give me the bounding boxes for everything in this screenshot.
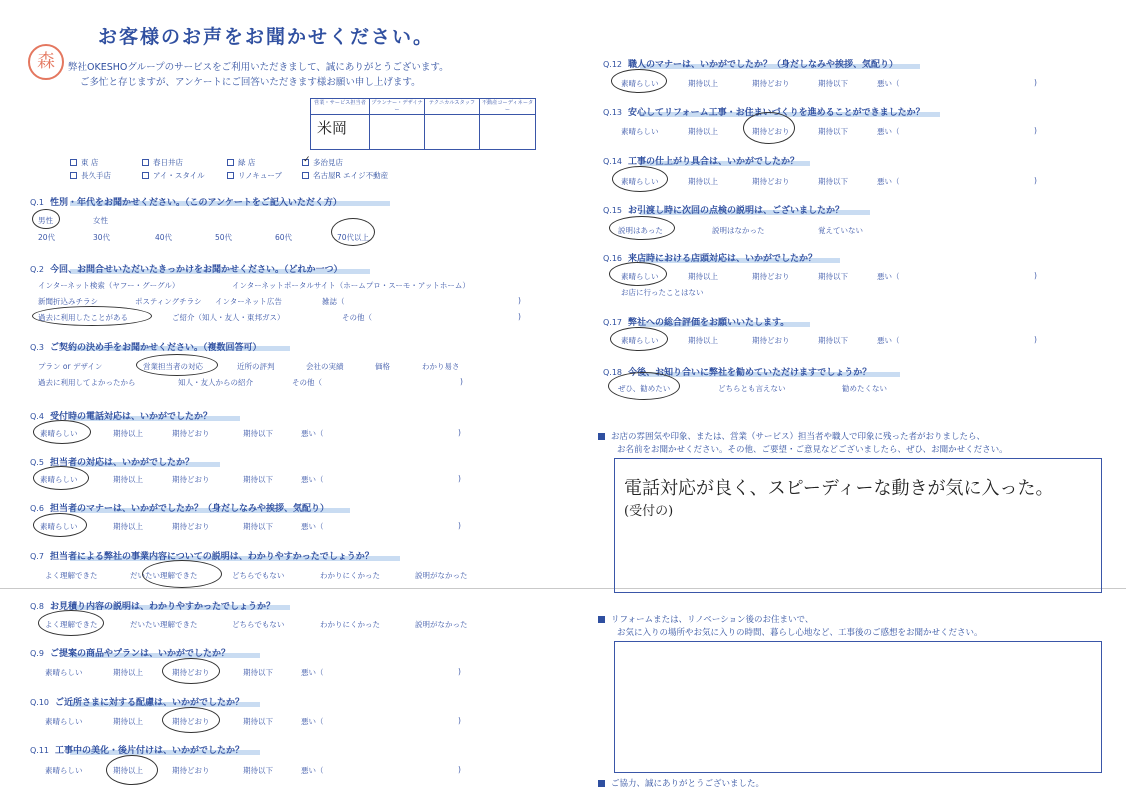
staff-table — [310, 98, 536, 150]
store-istyle[interactable]: アイ・スタイル — [142, 170, 205, 181]
paren-close: ) — [518, 312, 521, 321]
q1-option-50s[interactable]: 50代 — [215, 233, 233, 242]
q3-option-plan[interactable]: プラン or デザイン — [38, 362, 103, 371]
q7-option-5[interactable]: 説明がなかった — [415, 571, 468, 580]
store-nagoya-realestate[interactable]: 名古屋R エイジ不動産 — [302, 170, 388, 181]
q5-option-3[interactable]: 期待どおり — [172, 475, 210, 484]
q1-option-female[interactable]: 女性 — [93, 216, 108, 225]
staff-header-planner: プランナー・デザイナー — [371, 100, 423, 113]
q14-option-3[interactable]: 期待どおり — [752, 177, 790, 186]
q16-option-never[interactable]: お店に行ったことはない — [621, 288, 704, 297]
q11-option-5[interactable]: 悪い（ — [301, 766, 324, 775]
q12-option-3[interactable]: 期待どおり — [752, 79, 790, 88]
q18-option-1[interactable]: ぜひ、勧めたい — [618, 384, 671, 393]
q2-option-posting[interactable]: ポスティングチラシ — [135, 297, 202, 306]
q2-option-search[interactable]: インターネット検索（ヤフー・グーグル） — [38, 281, 180, 290]
q3-option-other[interactable]: その他（ — [292, 378, 322, 387]
question-16: Q.16 来店時における店頭対応は、いかがでしたか？ — [603, 254, 818, 264]
q5-option-1[interactable]: 素晴らしい — [40, 475, 78, 484]
q7-option-4[interactable]: わかりにくかった — [320, 571, 380, 580]
q2-option-portal[interactable]: インターネットポータルサイト（ホームプロ・スーモ・アットホーム） — [232, 281, 470, 290]
q7-option-2[interactable]: だいたい理解できた — [130, 571, 198, 580]
q11-option-3[interactable]: 期待どおり — [172, 766, 210, 775]
checkbox[interactable] — [227, 159, 234, 166]
answer-circle — [106, 755, 158, 785]
paren-close: ) — [1034, 78, 1037, 87]
impression-handwriting-2: (受付の) — [624, 504, 674, 519]
question-5: Q.5 担当者の対応は、いかがでしたか？ — [30, 458, 194, 468]
q15-option-3[interactable]: 覚えていない — [818, 226, 863, 235]
store-midori[interactable]: 緑 店 — [227, 157, 255, 168]
q12-option-5[interactable]: 悪い（ — [877, 79, 900, 88]
q2-option-past-use[interactable]: 過去に利用したことがある — [38, 313, 128, 322]
answer-circle — [32, 209, 60, 229]
q17-option-3[interactable]: 期待どおり — [752, 336, 790, 345]
q6-option-4[interactable]: 期待以下 — [243, 522, 273, 531]
question-6: Q.6 担当者のマナーは、いかがでしたか？（身だしなみや挨拶、気配り） — [30, 504, 329, 514]
staff-header-realestate: 不動産コーディネーター — [481, 100, 534, 113]
answer-circle — [611, 69, 667, 93]
q1-option-male[interactable]: 男性 — [38, 216, 53, 225]
q8-option-5[interactable]: 説明がなかった — [415, 620, 468, 629]
q1-option-60s[interactable]: 60代 — [275, 233, 293, 242]
q3-option-friend-referral[interactable]: 知人・友人からの紹介 — [178, 378, 253, 387]
paren-close: ) — [458, 667, 461, 676]
checkbox[interactable] — [227, 172, 234, 179]
q5-option-2[interactable]: 期待以上 — [113, 475, 143, 484]
q13-option-4[interactable]: 期待以下 — [818, 127, 848, 136]
answer-circle — [610, 327, 668, 351]
store-nagakute[interactable]: 長久手店 — [70, 170, 111, 181]
q6-option-1[interactable]: 素晴らしい — [40, 522, 78, 531]
q9-option-3[interactable]: 期待どおり — [172, 668, 210, 677]
paren-close: ) — [1034, 335, 1037, 344]
checkbox-checked[interactable]: ✓ — [303, 155, 311, 165]
staff-planner-name[interactable] — [370, 115, 424, 149]
q3-option-reputation[interactable]: 近所の評判 — [237, 362, 275, 371]
q5-option-4[interactable]: 期待以下 — [243, 475, 273, 484]
question-12: Q.12 職人のマナーは、いかがでしたか？（身だしなみや挨拶、気配り） — [603, 60, 899, 70]
q15-option-1[interactable]: 説明はあった — [618, 226, 663, 235]
paren-close: ) — [460, 377, 463, 386]
paren-close: ) — [458, 428, 461, 437]
q16-option-3[interactable]: 期待どおり — [752, 272, 790, 281]
store-east[interactable]: 東 店 — [70, 157, 98, 168]
q2-option-newspaper[interactable]: 新聞折込みチラシ — [38, 297, 98, 306]
question-17: Q.17 弊社への総合評価をお願いいたします。 — [603, 318, 790, 328]
intro-line-1: 弊社OKESHOグループのサービスをご利用いただきまして、誠にありがとうございます。 — [68, 62, 449, 73]
square-bullet-icon — [598, 780, 605, 787]
checkbox[interactable] — [142, 172, 149, 179]
answer-circle — [608, 372, 680, 400]
staff-sales-cell — [311, 99, 370, 149]
paren-close: ) — [458, 765, 461, 774]
answer-circle — [136, 354, 218, 376]
q17-option-5[interactable]: 悪い（ — [877, 336, 900, 345]
q18-option-3[interactable]: 勧めたくない — [842, 384, 887, 393]
q17-option-4[interactable]: 期待以下 — [818, 336, 848, 345]
q4-option-3[interactable]: 期待どおり — [172, 429, 210, 438]
q9-option-2[interactable]: 期待以上 — [113, 668, 143, 677]
q4-option-2[interactable]: 期待以上 — [113, 429, 143, 438]
q16-option-5[interactable]: 悪い（ — [877, 272, 900, 281]
q17-option-1[interactable]: 素晴らしい — [621, 336, 659, 345]
store-kasugai[interactable]: 春日井店 — [142, 157, 183, 168]
square-bullet-icon — [598, 616, 605, 623]
q8-option-4[interactable]: わかりにくかった — [320, 620, 380, 629]
staff-realestate-cell — [480, 99, 535, 149]
q9-option-5[interactable]: 悪い（ — [301, 668, 324, 677]
q4-option-1[interactable]: 素晴らしい — [40, 429, 78, 438]
answer-circle — [33, 513, 87, 537]
answer-circle — [609, 216, 675, 240]
staff-sales-name[interactable]: 米岡 — [317, 119, 348, 137]
q14-option-5[interactable]: 悪い（ — [877, 177, 900, 186]
after-answer-box[interactable] — [614, 641, 1102, 773]
q2-option-referral[interactable]: ご紹介（知人・友人・東邦ガス） — [172, 313, 285, 322]
paren-close: ) — [1034, 176, 1037, 185]
q9-option-4[interactable]: 期待以下 — [243, 668, 273, 677]
q6-option-3[interactable]: 期待どおり — [172, 522, 210, 531]
q18-option-2[interactable]: どちらとも言えない — [718, 384, 786, 393]
thanks-message: ご協力、誠にありがとうございました。 — [598, 777, 764, 789]
q1-option-70s[interactable]: 70代以上 — [337, 233, 370, 242]
q3-option-past-good[interactable]: 過去に利用してよかったから — [38, 378, 136, 387]
q1-option-40s[interactable]: 40代 — [155, 233, 173, 242]
question-10: Q.10 ご近所さまに対する配慮は、いかがでしたか？ — [30, 698, 245, 708]
checkbox[interactable] — [70, 159, 77, 166]
q3-option-price[interactable]: 価格 — [375, 362, 390, 371]
q7-option-1[interactable]: よく理解できた — [45, 571, 98, 580]
q2-option-magazine[interactable]: 雑誌（ — [322, 297, 345, 306]
q12-option-1[interactable]: 素晴らしい — [621, 79, 659, 88]
q13-option-3[interactable]: 期待どおり — [752, 127, 790, 136]
store-tajimi[interactable]: ✓ 多治見店 — [303, 155, 343, 167]
q3-option-clarity[interactable]: わかり易さ — [422, 362, 460, 371]
question-14: Q.14 工事の仕上がり具合は、いかがでしたか？ — [603, 157, 800, 167]
paren-close: ) — [458, 716, 461, 725]
q13-option-5[interactable]: 悪い（ — [877, 127, 900, 136]
answer-circle — [38, 610, 104, 636]
q10-option-1[interactable]: 素晴らしい — [45, 717, 83, 726]
impression-handwriting-1: 電話対応が良く、スピーディーな動きが気に入った。 — [624, 478, 1054, 499]
question-4: Q.4 受付時の電話対応は、いかがでしたか？ — [30, 412, 212, 422]
staff-realestate-name[interactable] — [480, 115, 535, 149]
answer-circle — [331, 218, 375, 246]
paren-close: ) — [518, 296, 521, 305]
q2-option-internet-ad[interactable]: インターネット広告 — [215, 297, 282, 306]
question-7: Q.7 担当者による弊社の事業内容についての説明は、わかりやすかったでしょうか？ — [30, 552, 374, 562]
after-prompt-2: お気に入りの場所やお気に入りの時間、暮らし心地など、工事後のご感想をお聞かせください。 — [617, 628, 983, 638]
q5-option-5[interactable]: 悪い（ — [301, 475, 324, 484]
q14-option-1[interactable]: 素晴らしい — [621, 177, 659, 186]
answer-circle — [162, 707, 220, 733]
checkbox[interactable] — [302, 172, 309, 179]
q8-option-2[interactable]: だいたい理解できた — [130, 620, 198, 629]
q16-option-1[interactable]: 素晴らしい — [621, 272, 659, 281]
question-9: Q.9 ご提案の商品やプランは、いかがでしたか？ — [30, 649, 230, 659]
answer-circle — [33, 466, 89, 490]
q11-option-1[interactable]: 素晴らしい — [45, 766, 83, 775]
question-11: Q.11 工事中の美化・後片付けは、いかがでしたか？ — [30, 746, 245, 756]
impression-prompt-2: お名前をお聞かせください。その他、ご要望・ご意見などございましたら、ぜひ、お聞かせください。 — [617, 445, 1008, 455]
q10-option-3[interactable]: 期待どおり — [172, 717, 210, 726]
q3-option-track-record[interactable]: 会社の実績 — [306, 362, 344, 371]
paren-close: ) — [1034, 126, 1037, 135]
paren-close: ) — [1034, 271, 1037, 280]
company-seal: 森 — [28, 44, 64, 80]
q14-option-4[interactable]: 期待以下 — [818, 177, 848, 186]
q10-option-2[interactable]: 期待以上 — [113, 717, 143, 726]
q3-option-sales-staff[interactable]: 営業担当者の対応 — [143, 362, 203, 371]
question-15: Q.15 お引渡し時に次回の点検の説明は、ございましたか？ — [603, 206, 845, 216]
question-18: Q.18 今後、お知り合いに弊社を勧めていただけますでしょうか？ — [603, 368, 872, 378]
q12-option-2[interactable]: 期待以上 — [688, 79, 718, 88]
answer-circle — [33, 420, 91, 444]
q8-option-1[interactable]: よく理解できた — [45, 620, 98, 629]
impression-prompt-1: お店の雰囲気や印象、または、営業（サービス）担当者や職人で印象に残った者がおりましたら、 — [598, 430, 985, 442]
intro-line-2: ご多忙と存じますが、アンケートにご回答いただきます様お願い申し上げます。 — [80, 77, 421, 88]
q16-option-4[interactable]: 期待以下 — [818, 272, 848, 281]
question-2: Q.2 今回、お問合せいただいたきっかけをお聞かせください。（どれか一つ） — [30, 265, 343, 275]
staff-technical-cell — [425, 99, 480, 149]
q10-option-5[interactable]: 悪い（ — [301, 717, 324, 726]
q6-option-2[interactable]: 期待以上 — [113, 522, 143, 531]
q15-option-2[interactable]: 説明はなかった — [712, 226, 765, 235]
q11-option-4[interactable]: 期待以下 — [243, 766, 273, 775]
q17-option-2[interactable]: 期待以上 — [688, 336, 718, 345]
q9-option-1[interactable]: 素晴らしい — [45, 668, 83, 677]
q6-option-5[interactable]: 悪い（ — [301, 522, 324, 531]
q8-option-3[interactable]: どちらでもない — [232, 620, 285, 629]
paren-close: ) — [458, 474, 461, 483]
staff-header-technical: テクニカルスタッフ — [425, 99, 479, 115]
staff-header-sales: 営業・サービス担当者 — [311, 99, 369, 115]
answer-circle — [142, 560, 222, 588]
question-1: Q.1 性別・年代をお聞かせください。（このアンケートをご記入いただく方） — [30, 198, 342, 208]
q14-option-2[interactable]: 期待以上 — [688, 177, 718, 186]
q4-option-4[interactable]: 期待以下 — [243, 429, 273, 438]
answer-circle — [743, 112, 795, 144]
q13-option-2[interactable]: 期待以上 — [688, 127, 718, 136]
answer-circle — [612, 166, 668, 192]
question-13: Q.13 安心してリフォーム工事・お住まいづくりを進めることができましたか？ — [603, 108, 925, 118]
answer-circle — [609, 262, 667, 286]
q16-option-2[interactable]: 期待以上 — [688, 272, 718, 281]
q1-option-30s[interactable]: 30代 — [93, 233, 111, 242]
after-prompt-1: リフォームまたは、リノベーション後のお住まいで、 — [598, 613, 813, 625]
q7-option-3[interactable]: どちらでもない — [232, 571, 285, 580]
paren-close: ) — [458, 521, 461, 530]
question-8: Q.8 お見積り内容の説明は、わかりやすかったでしょうか？ — [30, 602, 275, 612]
answer-circle — [32, 306, 152, 326]
q1-option-20s[interactable]: 20代 — [38, 233, 56, 242]
checkbox[interactable] — [142, 159, 149, 166]
square-bullet-icon — [598, 433, 605, 440]
store-renocube[interactable]: リノキューブ — [227, 170, 282, 181]
checkbox[interactable] — [70, 172, 77, 179]
staff-planner-cell — [370, 99, 425, 149]
q13-option-1[interactable]: 素晴らしい — [621, 127, 659, 136]
page-title: お客様のお声をお聞かせください。 — [98, 26, 435, 48]
question-3: Q.3 ご契約の決め手をお聞かせください。（複数回答可） — [30, 343, 262, 353]
q10-option-4[interactable]: 期待以下 — [243, 717, 273, 726]
answer-circle — [162, 658, 220, 684]
staff-technical-name[interactable] — [425, 115, 479, 149]
q12-option-4[interactable]: 期待以下 — [818, 79, 848, 88]
q2-option-other[interactable]: その他（ — [342, 313, 372, 322]
q11-option-2[interactable]: 期待以上 — [113, 766, 143, 775]
q4-option-5[interactable]: 悪い（ — [301, 429, 324, 438]
